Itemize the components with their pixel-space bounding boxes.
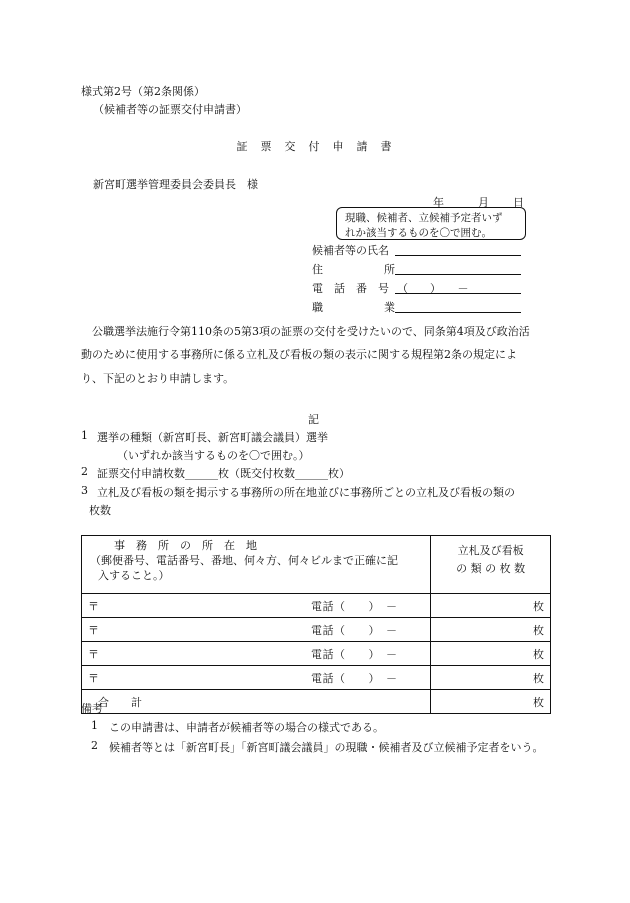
total-count-cell[interactable]: 枚 — [431, 690, 551, 714]
address-field[interactable] — [395, 262, 521, 275]
table-header-row — [82, 536, 551, 594]
note1-text: この申請書は、申請者が候補者等の場合の様式である。 — [109, 721, 384, 734]
note2-number: 2 — [91, 739, 98, 752]
item3-number: 3 — [81, 484, 88, 497]
date-month: 月 — [478, 196, 489, 209]
postal-mark: 〒 — [88, 624, 99, 637]
item1-number: 1 — [81, 429, 88, 442]
body-line-1: 公職選挙法施行令第110条の5第3項の証票の交付を受けたいので、同条第4項及び政治活 — [81, 325, 530, 338]
item1-note: （いずれか該当するものを〇で囲む。） — [117, 449, 310, 462]
table-row — [82, 594, 551, 618]
body-line-3: り、下記のとおり申請します。 — [81, 372, 235, 385]
phone-label: 電 話 番 号 — [312, 282, 389, 295]
phone-field[interactable] — [395, 281, 521, 294]
tel-text: 電話（ ） － — [311, 648, 398, 661]
count-cell[interactable]: 枚 — [431, 618, 551, 642]
header-address — [82, 536, 431, 594]
bracket-text-1: 現職、候補者、立候補予定者いず — [345, 212, 503, 224]
header-count-1: 立札及び看板 — [457, 544, 524, 557]
body-line-2: 動のために使用する事務所に係る立札及び看板の類の表示に関する規程第2条の規定によ — [81, 348, 517, 361]
title-char: 請 — [356, 140, 368, 153]
addressee: 新宮町選挙管理委員会委員長 様 — [93, 178, 258, 191]
title-char: 交 — [284, 140, 296, 153]
table-total-row — [82, 690, 551, 714]
table-row — [82, 618, 551, 642]
office-table — [81, 535, 551, 714]
ki-heading: 記 — [308, 413, 319, 426]
postal-mark: 〒 — [88, 672, 99, 685]
total-label-cell — [82, 690, 431, 714]
tel-text: 電話（ ） － — [311, 624, 398, 637]
form-subtitle: （候補者等の証票交付申請書） — [93, 103, 247, 116]
address-cell[interactable] — [82, 666, 431, 690]
count-cell[interactable]: 枚 — [431, 594, 551, 618]
address-label-2: 所 — [384, 263, 395, 276]
postal-mark: 〒 — [88, 648, 99, 661]
name-field[interactable] — [395, 243, 521, 256]
postal-mark: 〒 — [88, 600, 99, 613]
address-label: 住 — [312, 263, 323, 276]
header-address-title: 事 務 所 の 所 在 地 — [114, 539, 257, 552]
table-row — [82, 666, 551, 690]
tel-text: 電話（ ） － — [311, 672, 398, 685]
note1-number: 1 — [91, 719, 98, 732]
item3-text-2: 枚数 — [89, 504, 111, 517]
job-label-2: 業 — [384, 301, 395, 314]
title-char: 証 — [236, 140, 248, 153]
bracket-text-2: れか該当するものを〇で囲む。 — [345, 227, 492, 239]
tel-text: 電話（ ） － — [311, 600, 398, 613]
item3-text-1: 立札及び看板の類を掲示する事務所の所在地並びに事務所ごとの立札及び看板の類の — [97, 486, 515, 499]
title-char: 書 — [380, 140, 392, 153]
address-cell[interactable] — [82, 642, 431, 666]
document-title — [230, 138, 398, 154]
item2-number: 2 — [81, 465, 88, 478]
item1-text: 選挙の種類（新宮町長、新宮町議会議員）選挙 — [97, 431, 328, 444]
title-char: 付 — [308, 140, 320, 153]
form-number: 様式第2号（第2条関係） — [81, 85, 205, 98]
title-char: 票 — [260, 140, 272, 153]
date-year: 年 — [433, 196, 444, 209]
count-cell[interactable]: 枚 — [431, 666, 551, 690]
notes-heading: 備考 — [81, 702, 103, 715]
header-address-note-2: 入すること。） — [98, 569, 170, 582]
title-char: 申 — [332, 140, 344, 153]
total-label: 合 計 — [98, 696, 142, 709]
count-cell[interactable]: 枚 — [431, 642, 551, 666]
note2-text: 候補者等とは「新宮町長」「新宮町議会議員」の現職・候補者及び立候補予定者をいう。 — [109, 741, 544, 754]
item2-text: 証票交付申請枚数______枚（既交付枚数______枚） — [97, 467, 350, 480]
phone-format: （ ） － — [397, 282, 469, 295]
job-field[interactable] — [395, 300, 521, 313]
address-cell[interactable] — [82, 594, 431, 618]
header-count — [431, 536, 551, 594]
header-count-2: の 類 の 枚 数 — [456, 562, 526, 575]
name-label: 候補者等の氏名 — [312, 244, 389, 257]
table-row — [82, 642, 551, 666]
job-label: 職 — [312, 301, 323, 314]
address-cell[interactable] — [82, 618, 431, 642]
header-address-note-1: （郵便番号、電話番号、番地、何々方、何々ビルまで正確に記 — [90, 554, 398, 567]
date-day: 日 — [513, 196, 524, 209]
